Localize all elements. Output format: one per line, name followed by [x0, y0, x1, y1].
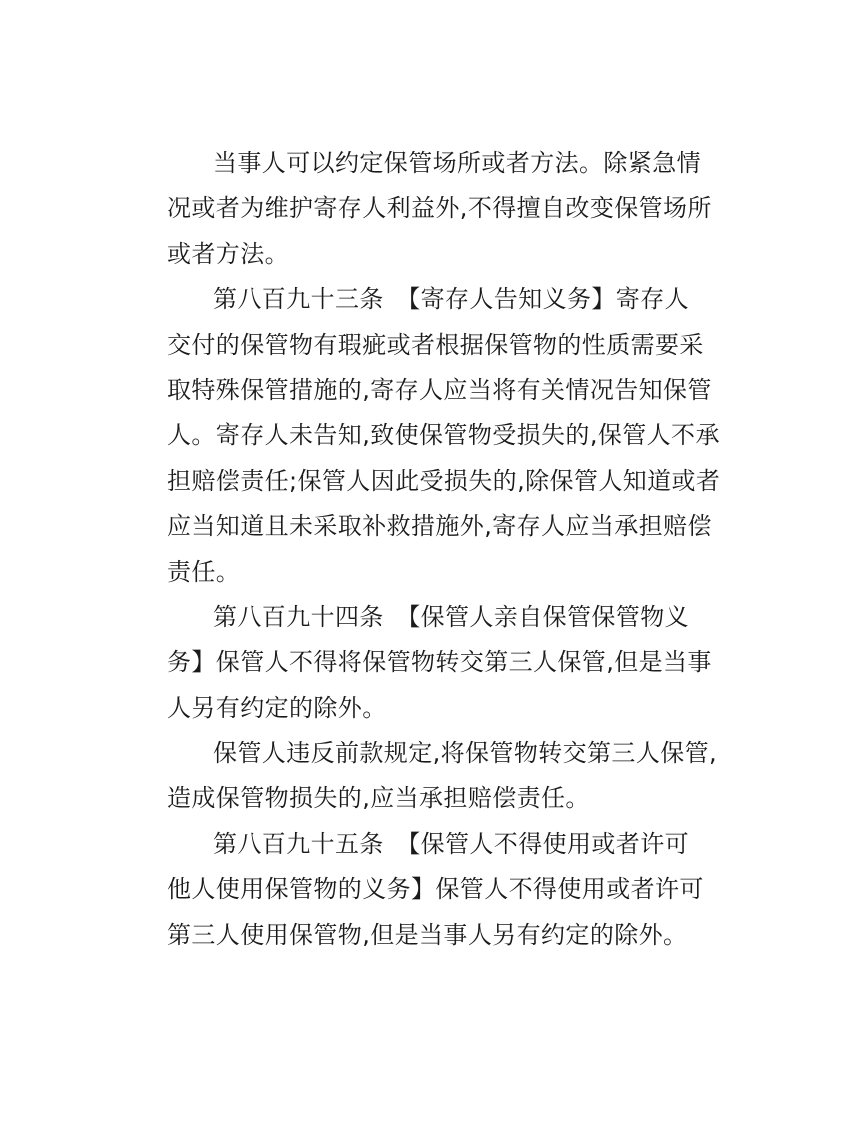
- article-894-heading-line: 第八百九十四条 【保管人亲自保管保管物义: [213, 602, 689, 631]
- text-line: 应当知道且未采取补救措施外,寄存人应当承担赔偿: [167, 512, 712, 541]
- article-893-heading-line: 第八百九十三条 【寄存人告知义务】寄存人: [213, 285, 689, 314]
- text-line: 责任。: [167, 557, 241, 586]
- text-line: 当事人可以约定保管场所或者方法。除紧急情: [213, 149, 701, 177]
- article-895-heading-line: 第八百九十五条 【保管人不得使用或者许可: [213, 829, 689, 858]
- text-line: 担赔偿责任;保管人因此受损失的,除保管人知道或者: [167, 466, 721, 495]
- text-line: 人。寄存人未告知,致使保管物受损失的,保管人不承: [167, 421, 720, 450]
- document-body: [167, 141, 721, 958]
- text-line: 第三人使用保管物,但是当事人另有约定的除外。: [167, 920, 688, 949]
- text-line: 况或者为维护寄存人利益外,不得擅自改变保管场所: [167, 194, 712, 223]
- text-line: 取特殊保管措施的,寄存人应当将有关情况告知保管: [167, 375, 712, 404]
- text-line: 交付的保管物有瑕疵或者根据保管物的性质需要采: [167, 330, 704, 359]
- text-line: 务】保管人不得将保管物转交第三人保管,但是当事: [167, 648, 712, 677]
- text-line: 人另有约定的除外。: [167, 693, 387, 722]
- text-line: 他人使用保管物的义务】保管人不得使用或者许可: [167, 875, 704, 904]
- text-line: 或者方法。: [167, 239, 289, 268]
- text-line: 造成保管物损失的,应当承担赔偿责任。: [167, 784, 590, 813]
- text-line: 保管人违反前款规定,将保管物转交第三人保管,: [213, 739, 718, 768]
